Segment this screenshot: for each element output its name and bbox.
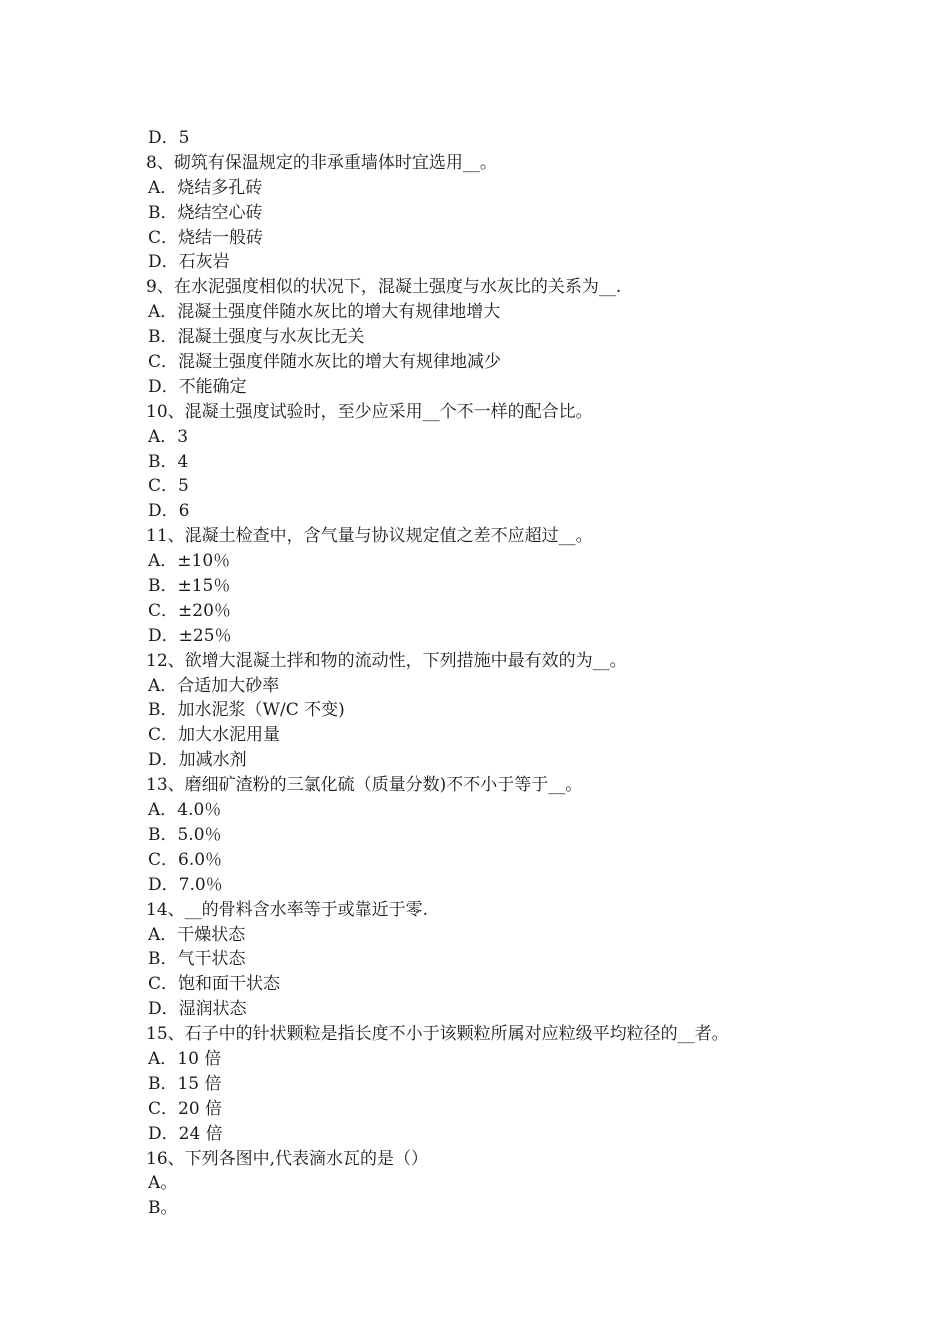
question-line: 13、磨细矿渣粉的三氯化硫（质量分数)不不小于等于__。 [146,775,583,796]
option-line: A．±10％ [148,551,231,572]
question-line: 8、砌筑有保温规定的非承重墙体时宜选用__。 [146,152,497,173]
option-line: C．混凝土强度伴随水灰比的增大有规律地减少 [148,352,502,373]
option-line: B．混凝土强度与水灰比无关 [148,327,365,348]
question-line: 14、__的骨料含水率等于或靠近于零. [146,899,429,920]
option-line: B。 [148,1198,178,1219]
option-line: D．5 [148,128,190,148]
question-line: 9、在水泥强度相似的状况下，混凝土强度与水灰比的关系为__. [146,277,622,298]
option-line: A．干燥状态 [148,924,246,945]
option-line: D．石灰岩 [148,252,230,273]
option-line: A．10 倍 [148,1048,222,1069]
option-line: C．±20％ [148,600,231,621]
question-line: 11、混凝土检查中，含气量与协议规定值之差不应超过__。 [146,526,593,547]
option-line: D．加减水剂 [148,750,247,771]
option-line: C．20 倍 [148,1098,223,1119]
document-page [0,126,950,1221]
option-line: B．4 [148,451,189,472]
option-line: C．饱和面干状态 [148,974,281,995]
option-line: D．不能确定 [148,376,247,397]
question-line: 12、欲增大混凝土拌和物的流动性，下列措施中最有效的为__。 [146,650,627,671]
option-line: D．24 倍 [148,1123,223,1144]
option-line: A．3 [148,426,189,447]
option-line: C．烧结一般砖 [148,227,264,248]
option-line: B．烧结空心砖 [148,202,263,223]
option-line: D．7.0％ [148,874,223,895]
option-line: C．加大水泥用量 [148,725,281,746]
option-line: A．4.0％ [148,800,222,821]
option-line: D．6 [148,501,190,522]
option-line: B．15 倍 [148,1073,222,1094]
option-line: B．气干状态 [148,949,246,970]
option-line: A．混凝土强度伴随水灰比的增大有规律地增大 [148,302,501,323]
option-line: A．烧结多孔砖 [148,177,263,198]
option-line: C．6.0％ [148,849,223,870]
option-line: A．合适加大砂率 [148,675,280,696]
option-line: B．±15％ [148,576,231,597]
option-line: C．5 [148,476,189,497]
question-line: 10、混凝土强度试验时，至少应采用__个不一样的配合比。 [146,401,593,422]
option-line: B．加水泥浆（W/C 不变) [148,700,345,721]
option-line: A。 [148,1173,178,1194]
question-line: 15、石子中的针状颗粒是指长度不小于该颗粒所属对应粒级平均粒径的__者。 [146,1024,729,1045]
option-line: D．±25％ [148,625,232,646]
option-line: B．5.0％ [148,824,222,845]
option-line: D．湿润状态 [148,999,247,1020]
question-line: 16、下列各图中,代表滴水瓦的是（） [146,1148,429,1169]
